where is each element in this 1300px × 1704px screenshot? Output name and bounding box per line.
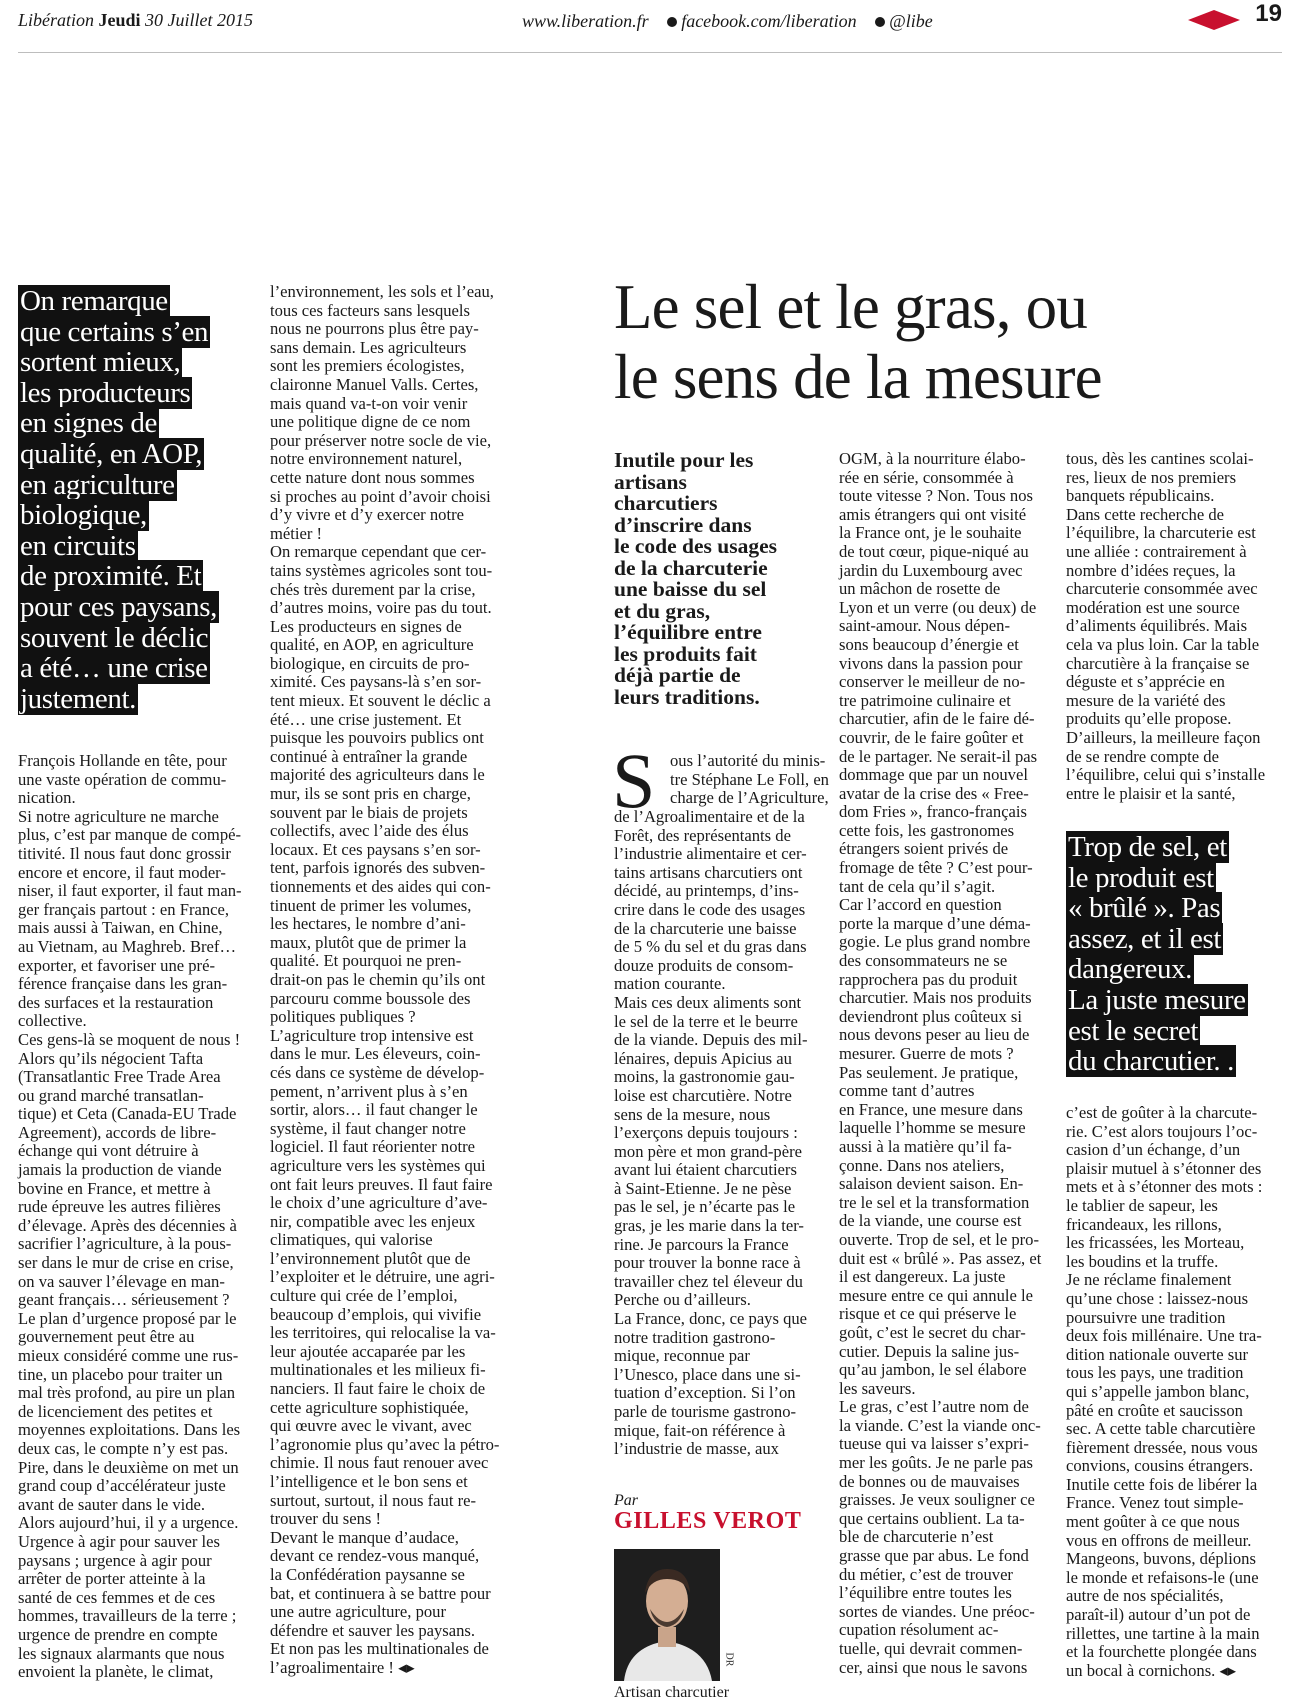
author-portrait-image — [614, 1549, 720, 1681]
twitter-icon — [875, 17, 885, 27]
date: 30 Juillet 2015 — [145, 10, 254, 30]
page-header — [18, 0, 1282, 53]
website-link[interactable]: www.liberation.fr — [522, 11, 649, 31]
liberation-diamond-icon — [1188, 10, 1240, 30]
left-article-column-2: l’environnement, les sols et l’eau, tous ces facteurs sans lesquels nous ne pourrons plus être pay- sans demain. Les agriculteurs sont les premiers écologistes, claironne Manuel Valls. Certes, mais quand va-t-on voir venir une politique digne de ce nom pour préserver notre socle de vie, notre environnement naturel, cette nature dont nous sommes si proches au point d’avoir choisi d’y vivre et d’y exercer notre métier ! On remarque cependant que cer- tains systèmes agricoles sont tou- chés très durement par la crise, d’autres moins, voire pas du tout. Les producteurs en signes de qualité, en AOP, en agriculture biologique, en circuits de pro- ximité. Ces paysans-là s’en sor- tent mieux. Et souvent le déclic a été… une crise justement. Et puisque les pouvoirs publics ont continué à entraîner la grande majorité des agriculteurs dans le mur, ils se sont pris en charge, souvent par le biais de projets collectifs, avec l’aide des élus locaux. Et ces paysans s’en sor- tent, parfois ignorés des subven- tionnements et des aides qui con- tinuent de primer les volumes, les hectares, le nombre d’ani- maux, plutôt que de primer la qualité. Et pourquoi ne pren- drait-on pas le chemin qu’ils ont parcouru comme boussole des politiques publiques ? L’agriculture trop intensive est dans le mur. Les éleveurs, coin- cés dans ce système de dévelop- pement, n’arrivent plus à s’en sortir, alors… il faut changer le système, il faut changer notre logiciel. Il faut réorienter notre agriculture vers les systèmes qui ont fait leurs preuves. Il faut faire le choix d’une agriculture d’ave- nir, compatible avec les enjeux climatiques, qui valorise l’environnement plutôt que de l’exploiter et le détruire, une agri- culture qui crée de l’emploi, beaucoup d’emplois, qui vivifie les territoires, qui relocalise la va- leur ajoutée accaparée par les multinationales et les milieux fi- nanciers. Il faut faire le choix de cette agriculture sophistiquée, qui œuvre avec le vivant, avec l’agronomie plus qu’avec la pétro- chimie. Il nous faut renouer avec l’intelligence et le bon sens et surtout, surtout, il nous faut re- trouver du sens ! Devant le manque d’audace, devant ce rendez-vous manqué, la Confédération paysanne se bat, et continuera à se battre pour une autre agriculture, pour défendre et sauver les paysans. Et non pas les multinationales de l’agroalimentaire ! ◂▸ — [270, 282, 500, 1677]
article-column-3-bottom: c’est de goûter à la charcute- rie. C’est alors toujours l’oc- casion d’un échange, d’un plaisir mutuel à s’étonner des mets et à s’étonner des mots : le tablier de sapeur, les fricandeaux, les rillons, les fricassées, les Morteau, les boudins et la truffe. Je ne réclame finalement qu’une chose : laissez-nous poursuivre une tradition deux fois millénaire. Une tra- dition nationale ouverte sur tous les pays, une tradition qui s’appelle jambon blanc, pâté en croûte et saucisson sec. A cette table charcutière fièrement dressée, nous vous convions, cousins étrangers. Inutile cette fois de libérer la France. Venez tout simple- ment goûter à ce que nous vous en offrons de meilleur. Mangeons, buvons, déplions le monde et refaisons-le (une autre de nos spécialités, paraît-il) autour d’un pot de rillettes, une tartine à la main et la fourchette plongée dans un bocal à cornichons. ◂▸ — [1066, 1103, 1263, 1680]
author-role: Artisan charcutier — [614, 1684, 730, 1701]
weekday: Jeudi — [98, 10, 141, 30]
author-portrait — [614, 1549, 720, 1681]
left-pull-quote: On remarque que certains s’en sortent mieux, les producteurs en signes de qualité, en AOP, en agriculture biologique, en circuits de proximité. Et pour ces paysans, souvent le déclic a été… une crise justement. — [20, 285, 217, 715]
left-article-column-1: François Hollande en tête, pour une vaste opération de commu- nication. Si notre agriculture ne marche plus, c’est par manque de compé- titivité. Il nous faut donc grossir encore et encore, il faut moder- niser, il faut exporter, il faut man- ger français partout : en France, mais aussi à Taiwan, en Chine, au Vietnam, au Maghreb. Bref… exporter, et favoriser une pré- férence française dans les gran- des surfaces et la restauration collective. Ces gens-là se moquent de nous ! Alors qu’ils négocient Tafta (Transatlantic Free Trade Area ou grand marché transatlan- tique) et Ceta (Canada-EU Trade Agreement), accords de libre- échange qui vont détruire à jamais la production de viande bovine en France, et mettre à rude épreuve les autres filières d’élevage. Après des décennies à sacrifier l’agriculture, à la pous- ser dans le mur de crise en crise, on va sauver l’élevage en man- geant français… sérieusement ? Le plan d’urgence proposé par le gouvernement peut être au mieux considéré comme une rus- tine, un placebo pour traiter un mal très profond, au pire un plan de licenciement des petites et moyennes exploitations. Dans les deux cas, le compte n’y est pas. Pire, dans le deuxième on met un grand coup d’accélérateur juste avant de sauter dans le vide. Alors aujourd’hui, il y a urgence. Urgence à agir pour sauver les paysans ; urgence à agir pour arrêter de porter atteinte à la santé de ces femmes et de ces hommes, travailleurs de la terre ; urgence de prendre en compte les signaux alarmants que nous envoient la planète, le climat, — [18, 751, 242, 1682]
social-links — [522, 11, 933, 32]
article-standfirst: Inutile pour les artisans charcutiers d’inscrire dans le code des usages de la charcuterie une baisse du sel et du gras, l’équilibre entre les produits fait déjà partie de leurs traditions. — [614, 448, 778, 709]
page-number: 19 — [1255, 0, 1282, 27]
article-headline: Le sel et le gras, ou le sens de la mesure — [614, 272, 1102, 412]
article-column-3-top: tous, dès les cantines scolai- res, lieux de nos premiers banquets républicains. Dans cette recherche de l’équilibre, la charcuterie est une alliée : contrairement à nombre d’idées reçues, la charcuterie consommée avec modération est une source d’aliments équilibrés. Mais cela va plus loin. Car la table charcutière à la française se déguste et s’apprécie en mesure de la variété des produits qu’elle propose. D’ailleurs, la meilleure façon de se rendre compte de l’équilibre, celui qui s’installe entre le plaisir et la santé, — [1066, 449, 1266, 803]
right-pull-quote: Trop de sel, et le produit est « brûlé ». Pas assez, et il est dangereux. La juste mesure est le secret du charcutier. . — [1068, 831, 1246, 1078]
photo-credit: DR — [723, 1652, 735, 1667]
author-name: GILLES VEROT — [614, 1508, 802, 1534]
facebook-link[interactable]: facebook.com/liberation — [681, 11, 857, 31]
twitter-link[interactable]: @libe — [889, 11, 933, 31]
article-column-1: de l’Agroalimentaire et de la Forêt, des représentants de l’industrie alimentaire et cer- tains artisans charcutiers ont décidé, au printemps, d’ins- crire dans le code des usages de la charcuterie une baisse de 5 % du sel et du gras dans douze produits de consom- mation courante. Mais ces deux aliments sont le sel de la terre et le beurre de la viande. Depuis des mil- lénaires, depuis Apicius au moins, la gastronomie gau- loise est charcutière. Notre sens de la mesure, nous l’exerçons depuis toujours : mon père et mon grand-père avant lui étaient charcutiers à Saint-Etienne. Je ne pèse pas le sel, je n’écarte pas le gras, je les marie dans la ter- rine. Je parcours la France pour trouver la bonne race à travailler chez tel éleveur du Perche ou d’ailleurs. La France, donc, ce pays que notre tradition gastrono- mique, reconnue par l’Unesco, place dans une si- tuation d’exception. Si l’on parle de tourisme gastrono- mique, fait-on référence à l’industrie de masse, aux — [614, 807, 808, 1459]
facebook-icon — [667, 17, 677, 27]
masthead-date — [18, 10, 253, 31]
newspaper-name: Libération — [18, 10, 95, 30]
byline-prefix: Par — [614, 1492, 638, 1509]
article-column-1-intro: ous l’autorité du minis- tre Stéphane Le Foll, en charge de l’Agriculture, — [670, 751, 829, 808]
article-column-2: OGM, à la nourriture élabo- rée en série, consommée à toute vitesse ? Non. Tous nos amis étrangers qui ont visité la France ont, je le souhaite de tout cœur, pique-niqué au jardin du Luxembourg avec un mâchon de rosette de Lyon et un verre (ou deux) de saint-amour. Nous dépen- sons beaucoup d’énergie et vivons dans la passion pour conserver le meilleur de no- tre patrimoine culinaire et charcutier, afin de le faire dé- couvrir, de le faire goûter et de le partager. Ne serait-il pas dommage que par un nouvel avatar de la crise des « Free- dom Fries », franco-français cette fois, les gastronomes étrangers soient privés de fromage de tête ? C’est pour- tant de cela qu’il s’agit. Car l’accord en question porte la marque d’une déma- gogie. Le plus grand nombre des consommateurs ne se rapprochera pas du produit charcutier. Mais nos produits deviendront plus coûteux si nous devons peser au lieu de mesurer. Guerre de mots ? Pas seulement. Je pratique, comme tant d’autres en France, une mesure dans laquelle l’homme se mesure aussi à la matière qu’il fa- çonne. Dans nos ateliers, salaison devient saison. En- tre le sel et la transformation de la viande, une course est ouverte. Trop de sel, et le pro- duit est « brûlé ». Pas assez, et il est dangereux. La juste mesure entre ce qui annule le risque et ce qui préserve le goût, c’est le secret du char- cutier. Depuis la saline jus- qu’au jambon, le sel élabore les saveurs. Le gras, c’est l’autre nom de la viande. C’est la viande onc- tueuse qui va laisser s’expri- mer les goûts. Je ne parle pas de bonnes ou de mauvaises graisses. Je veux souligner ce que certains oublient. La ta- ble de charcuterie n’est grasse que par abus. Le fond du métier, c’est de trouver l’équilibre entre toutes les sortes de viandes. Une préoc- cupation résolument ac- tuelle, qui devrait commen- cer, ainsi que nous le savons — [839, 449, 1042, 1677]
drop-cap: S — [612, 737, 656, 824]
